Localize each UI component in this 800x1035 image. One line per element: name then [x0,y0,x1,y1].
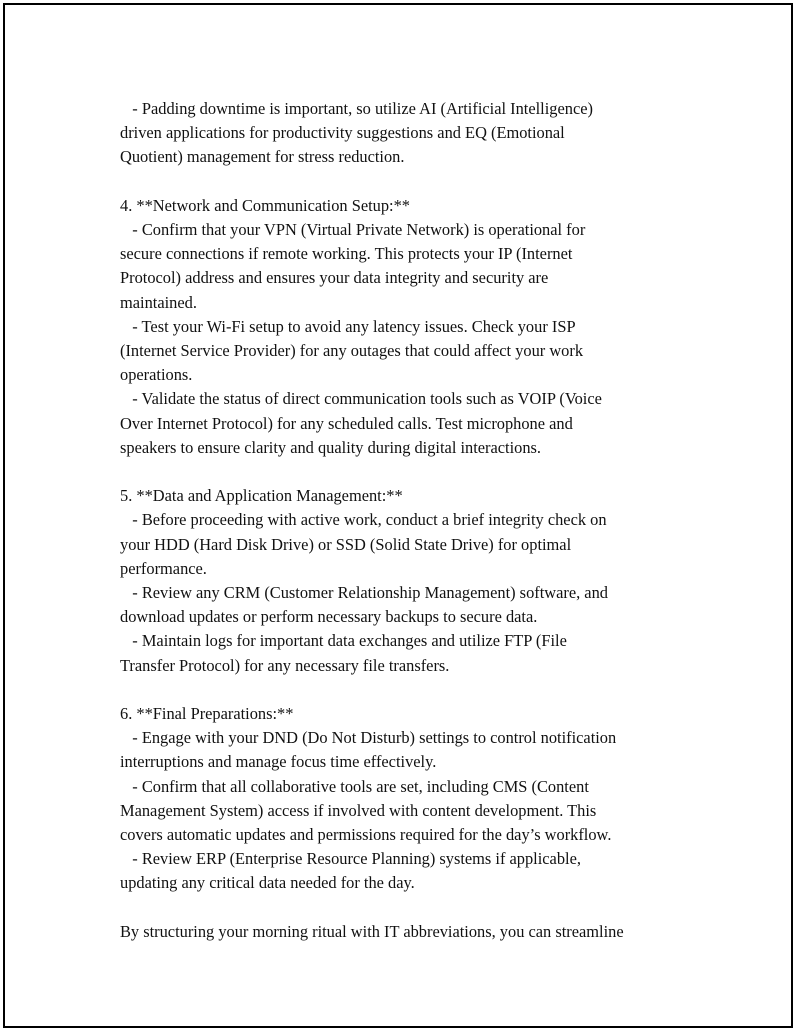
text-line: maintained. [120,292,197,312]
text-line: - Validate the status of direct communication tools such as VOIP (Voice [120,389,602,409]
text-line: - Confirm that your VPN (Virtual Private Network) is operational for [120,220,586,239]
text-line: Quotient) management for stress reduction. [120,147,405,167]
text-line: - Test your Wi-Fi setup to avoid any latency issues. Check your ISP [120,316,576,336]
text-line: 4. **Network and Communication Setup:** [120,195,410,215]
text-line: - Review any CRM (Customer Relationship Management) software, and [120,583,608,603]
text-line: By structuring your morning ritual with IT abbreviations, you can streamline [120,921,624,941]
document-body [120,97,700,944]
text-line: - Engage with your DND (Do Not Disturb) settings to control notification [120,728,617,748]
paragraph-gap [120,170,700,194]
text-line: Management System) access if involved with content development. This [120,800,597,820]
text-line: - Maintain logs for important data exchanges and utilize FTP (File [120,631,567,651]
text-line: - Confirm that all collaborative tools are set, including CMS (Content [120,776,589,796]
text-line: updating any critical data needed for the day. [120,873,415,893]
text-line: covers automatic updates and permissions required for the day’s workflow. [120,825,612,845]
text-line: (Internet Service Provider) for any outages that could affect your work [120,341,584,361]
text-line: interruptions and manage focus time effectively. [120,752,437,772]
text-line: 6. **Final Preparations:** [120,704,294,724]
paragraph-gap [120,678,700,702]
text-line: secure connections if remote working. This protects your IP (Internet [120,244,573,264]
text-line: Protocol) address and ensures your data integrity and security are [120,268,549,288]
text-line: - Padding downtime is important, so utilize AI (Artificial Intelligence) [120,99,593,118]
document-page [3,3,793,1028]
paragraph-gap [120,896,700,920]
text-line: Over Internet Protocol) for any scheduled calls. Test microphone and [120,413,573,433]
text-line: - Before proceeding with active work, conduct a brief integrity check on [120,510,607,530]
paragraph-gap [120,460,700,484]
text-line: your HDD (Hard Disk Drive) or SSD (Solid State Drive) for optimal [120,534,572,554]
text-line: download updates or perform necessary backups to secure data. [120,607,538,627]
text-line: driven applications for productivity suggestions and EQ (Emotional [120,123,565,143]
text-line: operations. [120,365,193,385]
text-line: 5. **Data and Application Management:** [120,486,403,506]
text-line: - Review ERP (Enterprise Resource Planning) systems if applicable, [120,849,581,869]
text-line: Transfer Protocol) for any necessary file transfers. [120,655,450,675]
text-line: speakers to ensure clarity and quality during digital interactions. [120,437,542,457]
text-line: performance. [120,558,207,578]
